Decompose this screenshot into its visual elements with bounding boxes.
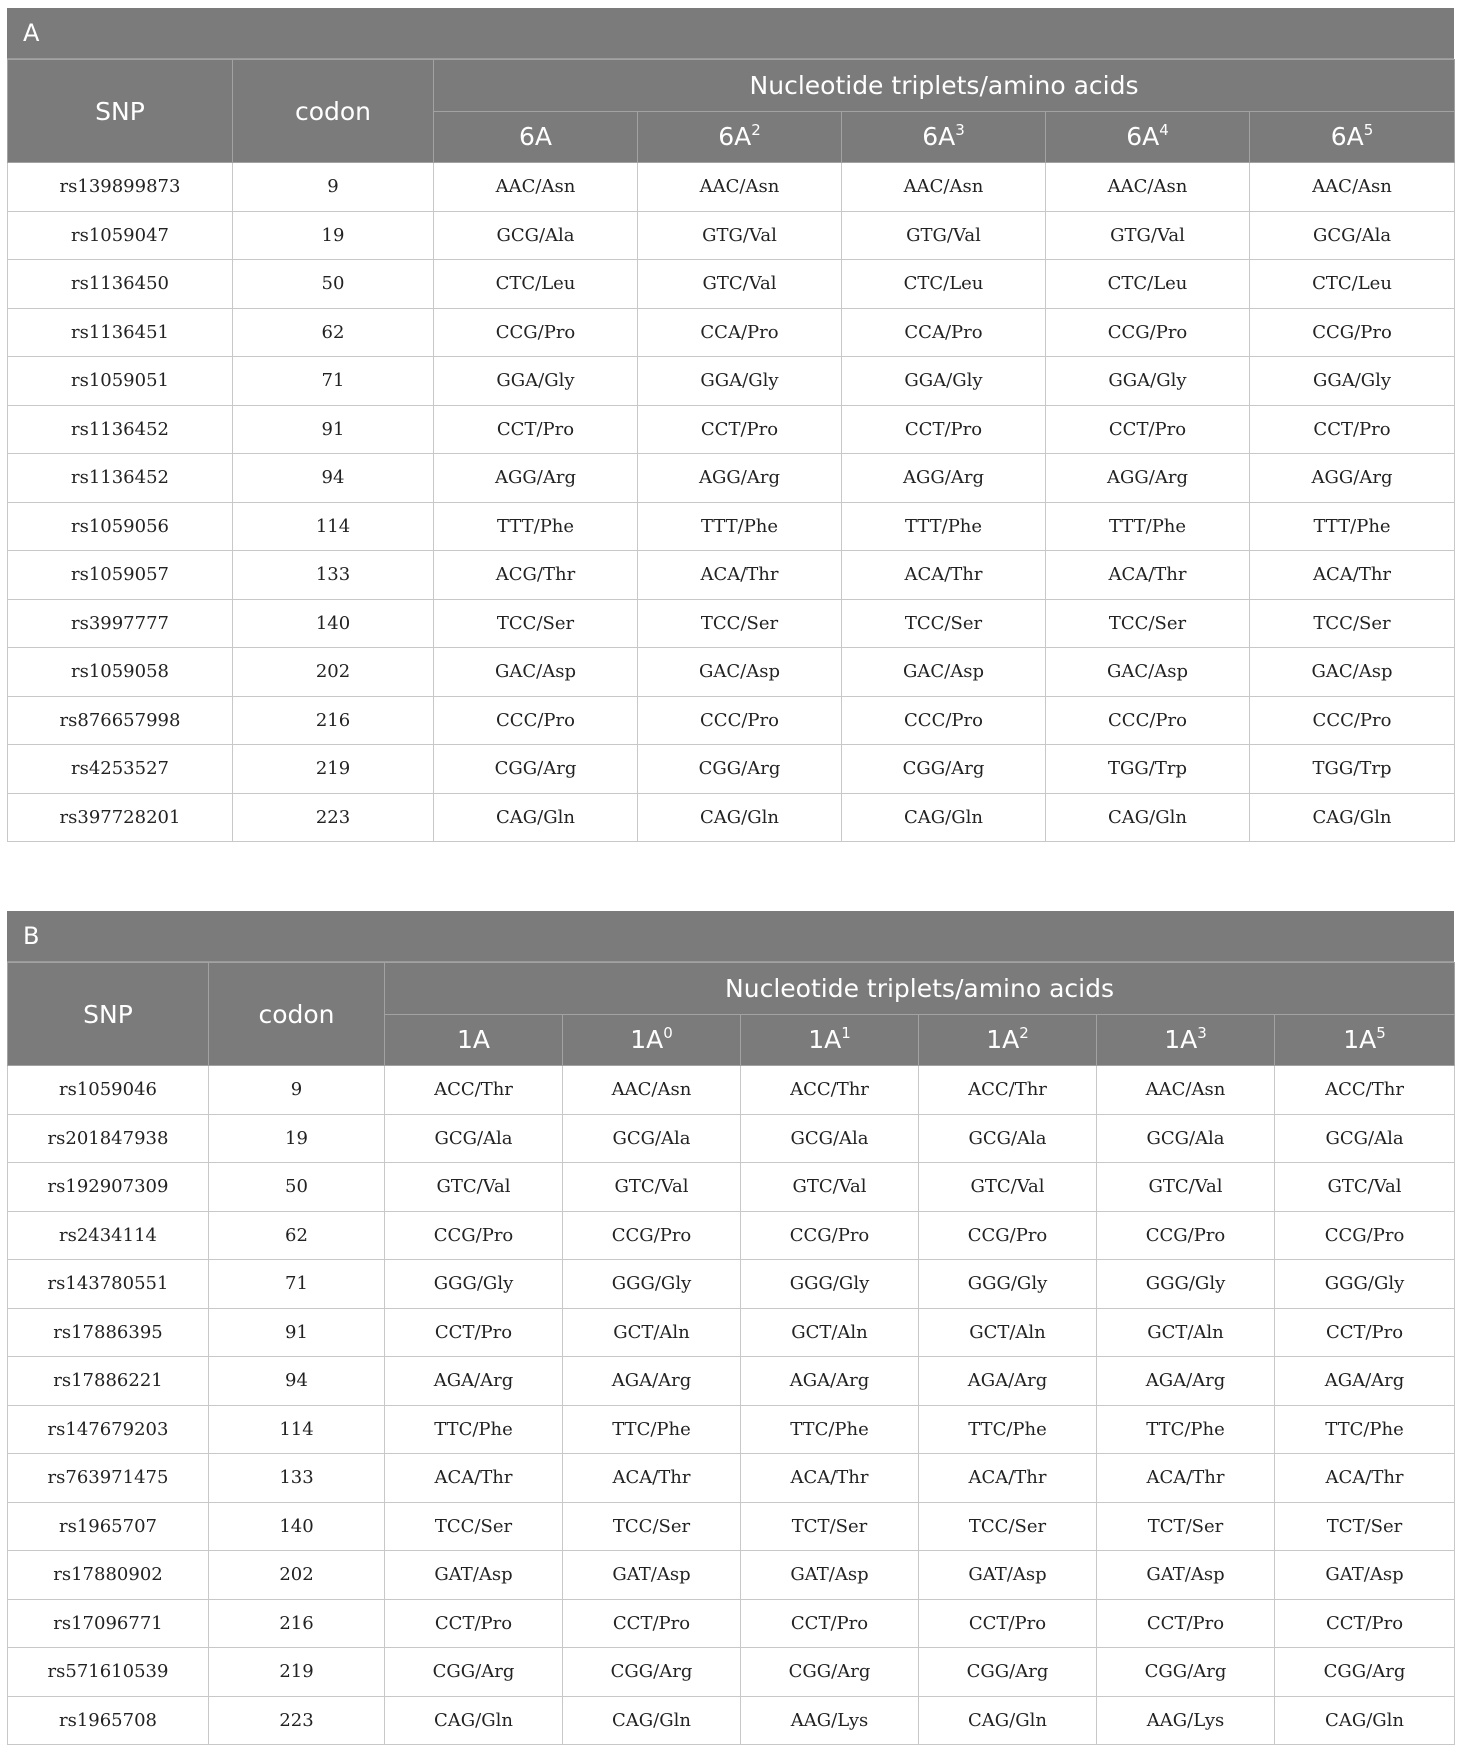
triplet-cell: TCC/Ser: [919, 1502, 1097, 1551]
snp-cell: rs1059051: [8, 357, 233, 406]
snp-cell: rs1059057: [8, 551, 233, 600]
panel-b-table: [7, 962, 1455, 1745]
snp-cell: rs1965708: [8, 1696, 209, 1745]
snp-cell: rs3997777: [8, 599, 233, 648]
header-allele: [1250, 111, 1455, 163]
allele-superscript: 5: [1363, 121, 1374, 140]
snp-cell: rs17096771: [8, 1599, 209, 1648]
triplet-cell: AAC/Asn: [563, 1066, 741, 1115]
triplet-cell: GAC/Asp: [638, 648, 842, 697]
triplet-cell: AAC/Asn: [638, 163, 842, 212]
panel-a-body: [8, 163, 1455, 842]
triplet-cell: AGG/Arg: [1250, 454, 1455, 503]
triplet-cell: CCT/Pro: [1275, 1599, 1455, 1648]
triplet-cell: CCG/Pro: [919, 1211, 1097, 1260]
allele-base: 1A: [630, 1025, 664, 1055]
table-row: [8, 1163, 1455, 1212]
table-row: [8, 211, 1455, 260]
triplet-cell: AGG/Arg: [638, 454, 842, 503]
triplet-cell: TTT/Phe: [638, 502, 842, 551]
allele-base: 6A: [922, 122, 956, 152]
codon-cell: 62: [209, 1211, 385, 1260]
allele-superscript: 1: [841, 1024, 851, 1043]
triplet-cell: CGG/Arg: [919, 1648, 1097, 1697]
triplet-cell: AAG/Lys: [1097, 1696, 1275, 1745]
codon-cell: 140: [233, 599, 434, 648]
snp-cell: rs1136451: [8, 308, 233, 357]
codon-cell: 71: [233, 357, 434, 406]
triplet-cell: GTC/Val: [563, 1163, 741, 1212]
triplet-cell: TTT/Phe: [434, 502, 638, 551]
triplet-cell: CTC/Leu: [842, 260, 1046, 309]
triplet-cell: ACA/Thr: [919, 1454, 1097, 1503]
triplet-cell: GAT/Asp: [919, 1551, 1097, 1600]
table-row: [8, 1696, 1455, 1745]
snp-cell: rs139899873: [8, 163, 233, 212]
triplet-cell: CAG/Gln: [385, 1696, 563, 1745]
triplet-cell: CCG/Pro: [1250, 308, 1455, 357]
table-row: [8, 1405, 1455, 1454]
triplet-cell: ACA/Thr: [563, 1454, 741, 1503]
triplet-cell: GCT/Aln: [741, 1308, 919, 1357]
triplet-cell: TCC/Ser: [638, 599, 842, 648]
header-allele: [563, 1014, 741, 1066]
triplet-cell: TGG/Trp: [1250, 745, 1455, 794]
triplet-cell: ACA/Thr: [1250, 551, 1455, 600]
triplet-cell: AAC/Asn: [1097, 1066, 1275, 1115]
snp-cell: rs1059058: [8, 648, 233, 697]
table-row: [8, 1357, 1455, 1406]
table-row: [8, 1066, 1455, 1115]
triplet-cell: CGG/Arg: [1097, 1648, 1275, 1697]
snp-cell: rs1136452: [8, 454, 233, 503]
panel-b-body: [8, 1066, 1455, 1745]
triplet-cell: TCT/Ser: [1097, 1502, 1275, 1551]
triplet-cell: GTC/Val: [919, 1163, 1097, 1212]
header-allele: [1097, 1014, 1275, 1066]
table-row: [8, 551, 1455, 600]
panel-a-header: [8, 60, 1455, 163]
triplet-cell: AGA/Arg: [919, 1357, 1097, 1406]
snp-cell: rs876657998: [8, 696, 233, 745]
triplet-cell: ACC/Thr: [385, 1066, 563, 1115]
triplet-cell: TCC/Ser: [842, 599, 1046, 648]
allele-base: 1A: [808, 1025, 842, 1055]
table-row: [8, 1502, 1455, 1551]
triplet-cell: CCT/Pro: [385, 1308, 563, 1357]
allele-base: 6A: [718, 122, 752, 152]
triplet-cell: AAC/Asn: [842, 163, 1046, 212]
triplet-cell: AGG/Arg: [1046, 454, 1250, 503]
triplet-cell: GCG/Ala: [919, 1114, 1097, 1163]
table-row: [8, 1599, 1455, 1648]
snp-cell: rs201847938: [8, 1114, 209, 1163]
allele-base: 6A: [1126, 122, 1160, 152]
triplet-cell: CGG/Arg: [741, 1648, 919, 1697]
allele-base: 1A: [986, 1025, 1020, 1055]
snp-cell: rs17886221: [8, 1357, 209, 1406]
triplet-cell: TGG/Trp: [1046, 745, 1250, 794]
snp-cell: rs143780551: [8, 1260, 209, 1309]
codon-cell: 219: [233, 745, 434, 794]
triplet-cell: GAT/Asp: [1097, 1551, 1275, 1600]
codon-cell: 91: [233, 405, 434, 454]
codon-cell: 94: [209, 1357, 385, 1406]
triplet-cell: CCC/Pro: [1046, 696, 1250, 745]
table-row: [8, 745, 1455, 794]
allele-superscript: 3: [1197, 1024, 1207, 1043]
header-codon: codon: [233, 60, 434, 163]
triplet-cell: TTT/Phe: [1250, 502, 1455, 551]
triplet-cell: AAG/Lys: [741, 1696, 919, 1745]
triplet-cell: CGG/Arg: [434, 745, 638, 794]
codon-cell: 202: [233, 648, 434, 697]
triplet-cell: CCC/Pro: [842, 696, 1046, 745]
triplet-cell: AAC/Asn: [434, 163, 638, 212]
triplet-cell: GCG/Ala: [1250, 211, 1455, 260]
triplet-cell: CAG/Gln: [1250, 793, 1455, 842]
triplet-cell: CGG/Arg: [563, 1648, 741, 1697]
triplet-cell: GTC/Val: [638, 260, 842, 309]
triplet-cell: ACC/Thr: [1275, 1066, 1455, 1115]
triplet-cell: GTG/Val: [638, 211, 842, 260]
triplet-cell: TTC/Phe: [741, 1405, 919, 1454]
triplet-cell: ACA/Thr: [1097, 1454, 1275, 1503]
codon-cell: 133: [233, 551, 434, 600]
triplet-cell: CAG/Gln: [919, 1696, 1097, 1745]
triplet-cell: GCG/Ala: [1097, 1114, 1275, 1163]
header-nucleotide-group: Nucleotide triplets/amino acids: [385, 963, 1455, 1015]
triplet-cell: CCG/Pro: [434, 308, 638, 357]
triplet-cell: TCC/Ser: [563, 1502, 741, 1551]
triplet-cell: TTT/Phe: [1046, 502, 1250, 551]
triplet-cell: CCC/Pro: [434, 696, 638, 745]
panel-b: [7, 911, 1454, 1745]
triplet-cell: CGG/Arg: [1275, 1648, 1455, 1697]
triplet-cell: CCT/Pro: [434, 405, 638, 454]
triplet-cell: ACC/Thr: [919, 1066, 1097, 1115]
triplet-cell: CCG/Pro: [563, 1211, 741, 1260]
triplet-cell: CCG/Pro: [741, 1211, 919, 1260]
triplet-cell: CTC/Leu: [1046, 260, 1250, 309]
header-allele: [385, 1014, 563, 1066]
triplet-cell: CTC/Leu: [434, 260, 638, 309]
table-row: [8, 793, 1455, 842]
allele-base: 1A: [1164, 1025, 1198, 1055]
table-row: [8, 405, 1455, 454]
codon-cell: 223: [209, 1696, 385, 1745]
triplet-cell: CCC/Pro: [638, 696, 842, 745]
triplet-cell: GAC/Asp: [1250, 648, 1455, 697]
triplet-cell: ACA/Thr: [1275, 1454, 1455, 1503]
triplet-cell: CCT/Pro: [638, 405, 842, 454]
triplet-cell: TCC/Ser: [1250, 599, 1455, 648]
header-codon: codon: [209, 963, 385, 1066]
triplet-cell: GGA/Gly: [434, 357, 638, 406]
panel-a: [7, 8, 1454, 842]
snp-cell: rs1059047: [8, 211, 233, 260]
triplet-cell: TCC/Ser: [434, 599, 638, 648]
snp-cell: rs397728201: [8, 793, 233, 842]
codon-cell: 94: [233, 454, 434, 503]
triplet-cell: GAC/Asp: [434, 648, 638, 697]
triplet-cell: CCA/Pro: [638, 308, 842, 357]
table-row: [8, 599, 1455, 648]
codon-cell: 71: [209, 1260, 385, 1309]
table-row: [8, 648, 1455, 697]
triplet-cell: CAG/Gln: [563, 1696, 741, 1745]
table-row: [8, 357, 1455, 406]
snp-cell: rs571610539: [8, 1648, 209, 1697]
allele-base: 6A: [518, 122, 552, 152]
triplet-cell: GGG/Gly: [1097, 1260, 1275, 1309]
triplet-cell: GGG/Gly: [385, 1260, 563, 1309]
triplet-cell: GAT/Asp: [741, 1551, 919, 1600]
triplet-cell: CCT/Pro: [842, 405, 1046, 454]
triplet-cell: CCT/Pro: [919, 1599, 1097, 1648]
triplet-cell: TCT/Ser: [741, 1502, 919, 1551]
triplet-cell: CCG/Pro: [1275, 1211, 1455, 1260]
allele-superscript: 3: [955, 121, 965, 140]
header-allele: [741, 1014, 919, 1066]
triplet-cell: GGG/Gly: [1275, 1260, 1455, 1309]
snp-cell: rs763971475: [8, 1454, 209, 1503]
allele-base: 6A: [1330, 122, 1364, 152]
codon-cell: 19: [233, 211, 434, 260]
triplet-cell: CAG/Gln: [434, 793, 638, 842]
snp-cell: rs1059056: [8, 502, 233, 551]
triplet-cell: CCT/Pro: [1097, 1599, 1275, 1648]
triplet-cell: CCG/Pro: [1097, 1211, 1275, 1260]
codon-cell: 91: [209, 1308, 385, 1357]
triplet-cell: ACA/Thr: [842, 551, 1046, 600]
triplet-cell: AGG/Arg: [434, 454, 638, 503]
triplet-cell: GAT/Asp: [563, 1551, 741, 1600]
triplet-cell: ACA/Thr: [638, 551, 842, 600]
table-row: [8, 163, 1455, 212]
header-snp: SNP: [8, 60, 233, 163]
triplet-cell: AGA/Arg: [563, 1357, 741, 1406]
codon-cell: 216: [209, 1599, 385, 1648]
codon-cell: 133: [209, 1454, 385, 1503]
triplet-cell: CCG/Pro: [385, 1211, 563, 1260]
snp-cell: rs1965707: [8, 1502, 209, 1551]
triplet-cell: CCT/Pro: [741, 1599, 919, 1648]
triplet-cell: CTC/Leu: [1250, 260, 1455, 309]
triplet-cell: CGG/Arg: [842, 745, 1046, 794]
table-row: [8, 1648, 1455, 1697]
triplet-cell: GAC/Asp: [842, 648, 1046, 697]
triplet-cell: GTC/Val: [1097, 1163, 1275, 1212]
triplet-cell: GGG/Gly: [563, 1260, 741, 1309]
table-row: [8, 1211, 1455, 1260]
table-row: [8, 1308, 1455, 1357]
triplet-cell: CGG/Arg: [638, 745, 842, 794]
triplet-cell: TTC/Phe: [385, 1405, 563, 1454]
triplet-cell: AGA/Arg: [1275, 1357, 1455, 1406]
codon-cell: 223: [233, 793, 434, 842]
snp-cell: rs17886395: [8, 1308, 209, 1357]
triplet-cell: GAT/Asp: [1275, 1551, 1455, 1600]
header-allele: [1046, 111, 1250, 163]
triplet-cell: TTC/Phe: [919, 1405, 1097, 1454]
triplet-cell: CCT/Pro: [1046, 405, 1250, 454]
triplet-cell: AGA/Arg: [385, 1357, 563, 1406]
codon-cell: 219: [209, 1648, 385, 1697]
triplet-cell: CCT/Pro: [1250, 405, 1455, 454]
table-row: [8, 1114, 1455, 1163]
snp-cell: rs1136452: [8, 405, 233, 454]
allele-base: 1A: [456, 1025, 490, 1055]
codon-cell: 50: [209, 1163, 385, 1212]
triplet-cell: GCT/Aln: [919, 1308, 1097, 1357]
header-allele: [842, 111, 1046, 163]
triplet-cell: GCG/Ala: [563, 1114, 741, 1163]
triplet-cell: CCC/Pro: [1250, 696, 1455, 745]
header-allele: [434, 111, 638, 163]
table-row: [8, 454, 1455, 503]
snp-cell: rs2434114: [8, 1211, 209, 1260]
snp-cell: rs17880902: [8, 1551, 209, 1600]
codon-cell: 140: [209, 1502, 385, 1551]
triplet-cell: GAC/Asp: [1046, 648, 1250, 697]
header-allele: [919, 1014, 1097, 1066]
header-allele: [1275, 1014, 1455, 1066]
triplet-cell: TCT/Ser: [1275, 1502, 1455, 1551]
table-row: [8, 1551, 1455, 1600]
snp-cell: rs1136450: [8, 260, 233, 309]
panel-a-label: A: [7, 8, 1454, 59]
triplet-cell: ACG/Thr: [434, 551, 638, 600]
triplet-cell: TTC/Phe: [1275, 1405, 1455, 1454]
triplet-cell: TTC/Phe: [563, 1405, 741, 1454]
snp-cell: rs147679203: [8, 1405, 209, 1454]
snp-cell: rs1059046: [8, 1066, 209, 1115]
snp-cell: rs192907309: [8, 1163, 209, 1212]
table-row: [8, 502, 1455, 551]
triplet-cell: GAT/Asp: [385, 1551, 563, 1600]
triplet-cell: GCG/Ala: [741, 1114, 919, 1163]
codon-cell: 216: [233, 696, 434, 745]
triplet-cell: GGG/Gly: [741, 1260, 919, 1309]
triplet-cell: CAG/Gln: [842, 793, 1046, 842]
table-row: [8, 1260, 1455, 1309]
triplet-cell: GTC/Val: [1275, 1163, 1455, 1212]
table-row: [8, 260, 1455, 309]
triplet-cell: ACC/Thr: [741, 1066, 919, 1115]
codon-cell: 114: [209, 1405, 385, 1454]
codon-cell: 9: [209, 1066, 385, 1115]
triplet-cell: CAG/Gln: [1275, 1696, 1455, 1745]
triplet-cell: GTG/Val: [842, 211, 1046, 260]
table-row: [8, 1454, 1455, 1503]
triplet-cell: TTT/Phe: [842, 502, 1046, 551]
header-snp: SNP: [8, 963, 209, 1066]
triplet-cell: CAG/Gln: [1046, 793, 1250, 842]
allele-superscript: 0: [663, 1024, 673, 1043]
triplet-cell: GGA/Gly: [638, 357, 842, 406]
codon-cell: 62: [233, 308, 434, 357]
header-nucleotide-group: Nucleotide triplets/amino acids: [434, 60, 1455, 112]
triplet-cell: AAC/Asn: [1250, 163, 1455, 212]
header-allele: [638, 111, 842, 163]
snp-cell: rs4253527: [8, 745, 233, 794]
codon-cell: 114: [233, 502, 434, 551]
allele-base: 1A: [1343, 1025, 1377, 1055]
triplet-cell: TTC/Phe: [1097, 1405, 1275, 1454]
panel-b-label: B: [7, 911, 1454, 962]
codon-cell: 19: [209, 1114, 385, 1163]
triplet-cell: CCT/Pro: [1275, 1308, 1455, 1357]
triplet-cell: GCT/Aln: [1097, 1308, 1275, 1357]
triplet-cell: TCC/Ser: [1046, 599, 1250, 648]
allele-superscript: 4: [1159, 121, 1169, 140]
codon-cell: 50: [233, 260, 434, 309]
triplet-cell: CCG/Pro: [1046, 308, 1250, 357]
triplet-cell: GGA/Gly: [842, 357, 1046, 406]
triplet-cell: ACA/Thr: [1046, 551, 1250, 600]
allele-superscript: 5: [1376, 1024, 1386, 1043]
triplet-cell: CCT/Pro: [563, 1599, 741, 1648]
triplet-cell: GTC/Val: [741, 1163, 919, 1212]
allele-superscript: 2: [751, 121, 761, 140]
triplet-cell: GCG/Ala: [385, 1114, 563, 1163]
triplet-cell: GCG/Ala: [1275, 1114, 1455, 1163]
table-row: [8, 696, 1455, 745]
panel-b-header: [8, 963, 1455, 1066]
triplet-cell: CGG/Arg: [385, 1648, 563, 1697]
triplet-cell: GCG/Ala: [434, 211, 638, 260]
triplet-cell: GTC/Val: [385, 1163, 563, 1212]
allele-superscript: 2: [1019, 1024, 1029, 1043]
codon-cell: 202: [209, 1551, 385, 1600]
triplet-cell: TCC/Ser: [385, 1502, 563, 1551]
triplet-cell: CCA/Pro: [842, 308, 1046, 357]
triplet-cell: GTG/Val: [1046, 211, 1250, 260]
triplet-cell: AGA/Arg: [1097, 1357, 1275, 1406]
triplet-cell: AAC/Asn: [1046, 163, 1250, 212]
panel-a-table: [7, 59, 1455, 842]
triplet-cell: ACA/Thr: [385, 1454, 563, 1503]
triplet-cell: AGA/Arg: [741, 1357, 919, 1406]
table-row: [8, 308, 1455, 357]
triplet-cell: GGA/Gly: [1046, 357, 1250, 406]
triplet-cell: GCT/Aln: [563, 1308, 741, 1357]
codon-cell: 9: [233, 163, 434, 212]
triplet-cell: AGG/Arg: [842, 454, 1046, 503]
triplet-cell: ACA/Thr: [741, 1454, 919, 1503]
triplet-cell: GGG/Gly: [919, 1260, 1097, 1309]
triplet-cell: CCT/Pro: [385, 1599, 563, 1648]
triplet-cell: CAG/Gln: [638, 793, 842, 842]
triplet-cell: GGA/Gly: [1250, 357, 1455, 406]
